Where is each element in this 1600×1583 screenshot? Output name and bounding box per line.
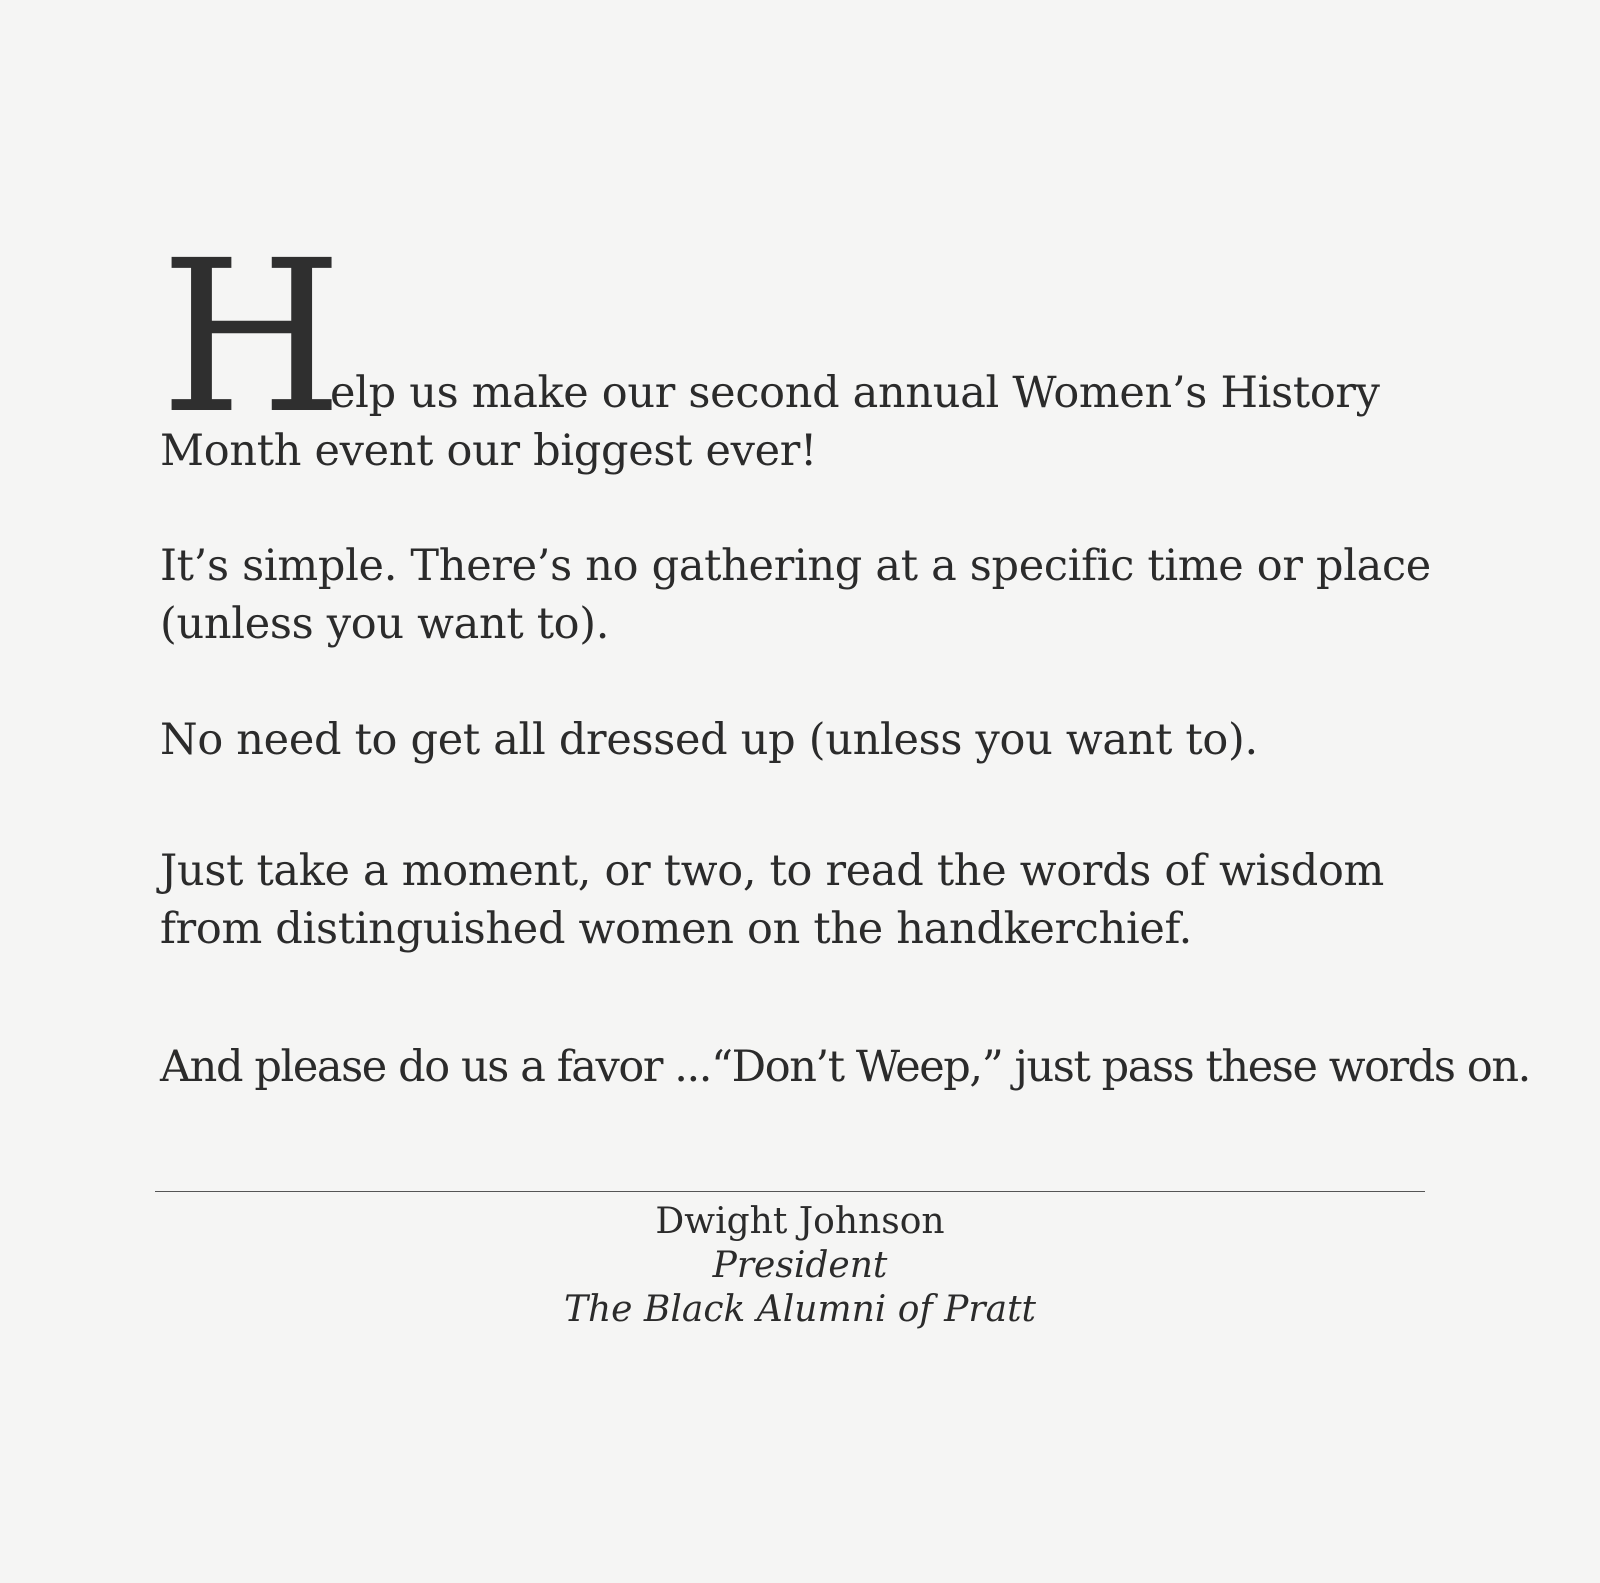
drop-cap-letter: H [160,215,340,460]
intro-line-2: Month event our biggest ever! [160,426,818,476]
paragraph-2-line-2: (unless you want to). [160,599,610,649]
signer-name: Dwight Johnson [655,1201,945,1242]
paragraph-3-line-1: No need to get all dressed up (unless you want to). [160,715,1258,765]
signer-title: President [712,1245,888,1286]
signature-divider [155,1191,1425,1192]
signer-organization: The Black Alumni of Pratt [563,1289,1037,1330]
paragraph-4-line-2: from distinguished women on the handkerchief. [160,904,1193,954]
paragraph-5-line-1: And please do us a favor ...“Don’t Weep,” just pass these words on. [160,1042,1530,1092]
paragraph-4-line-1: Just take a moment, or two, to read the words of wisdom [160,846,1385,896]
intro-line-1: elp us make our second annual Women’s History [330,368,1380,418]
signature-block [0,1200,1600,1332]
paragraph-2-line-1: It’s simple. There’s no gathering at a specific time or place [160,541,1431,591]
